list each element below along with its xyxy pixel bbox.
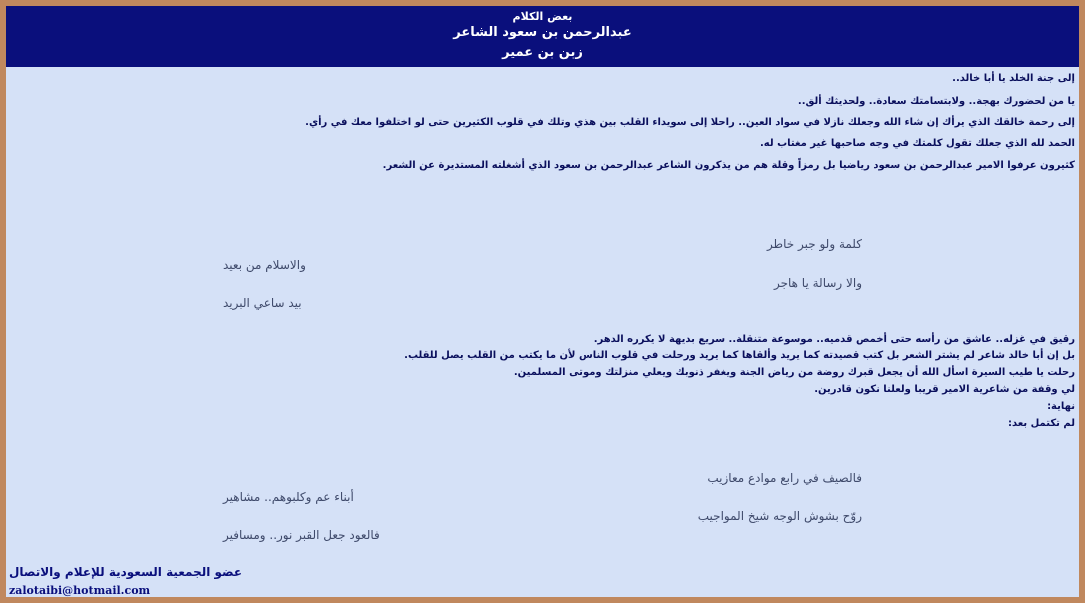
- intro-line-3: إلى رحمة خالقك الذي يرأك إن شاء الله وجعلك نازلا في سواد العين.. راحلا إلى سويداء القلب بين هذي وتلك في قلوب الكثيرين حتى لو اختلفوا معك في رأي.: [305, 117, 1075, 128]
- email-link[interactable]: zalotaibi@hotmail.com: [9, 584, 151, 597]
- author-signature: عضو الجمعية السعودية للإعلام والاتصال: [9, 565, 243, 579]
- intro-line-5: كثيرون عرفوا الامير عبدالرحمن بن سعود رياضيا بل رمزاً وقلة هم من يذكرون الشاعر عبدالرحمن بن سعود الذي أشغلته المستديرة عن الشعر.: [382, 160, 1075, 171]
- author-name: زبن بن عمير: [502, 45, 583, 60]
- middle-line-2: بل إن أبا خالد شاعر لم يشتر الشعر بل كتب قصيدته كما يريد وألقاها كما يريد ورحلت في قلوب الناس لأن ما يكتب من القلب يصل للقلب.: [404, 350, 1075, 361]
- poem1-line-a: كلمة ولو جبر خاطر: [766, 237, 862, 251]
- article-frame: [6, 6, 1079, 597]
- intro-line-4: الحمد لله الذي جعلك تقول كلمتك في وجه صاحبها غير مغتاب له.: [759, 138, 1075, 149]
- article-header: [6, 6, 1079, 67]
- article-title: عبدالرحمن بن سعود الشاعر: [453, 25, 632, 40]
- intro-line-2: يا من لحضورك بهجة.. ولابتسامتك سعادة.. ولحديثك ألق..: [797, 96, 1075, 107]
- middle-line-3: رحلت يا طيب السيرة اسأل الله أن يجعل قبرك روضة من رياض الجنة ويغفر ذنوبك ويعلي منزلتك وموتى المسلمين.: [513, 367, 1075, 378]
- middle-line-1: رقيق في غزله.. عاشق من رأسه حتى أخمص قدميه.. موسوعة متنقلة.. سريع بديهة لا يكرره الدهر.: [593, 334, 1075, 345]
- poem2-line-d: فالعود جعل القبر نور.. ومسافير: [223, 528, 380, 542]
- middle-line-5: نهاية:: [1047, 401, 1075, 412]
- middle-line-6: لم تكتمل بعد:: [1007, 418, 1075, 429]
- poem2-line-c: روّح بشوش الوجه شيخ المواجيب: [697, 509, 862, 523]
- intro-line-1: إلى جنة الخلد يا أبا خالد..: [952, 73, 1075, 84]
- poem1-line-b: والاسلام من بعيد: [223, 258, 306, 272]
- middle-line-4: لي وقفة من شاعرية الامير قريبا ولعلنا نكون قادرين.: [814, 384, 1075, 395]
- header-kicker: بعض الكلام: [512, 10, 573, 23]
- poem1-line-c: والا رسالة يا هاجر: [773, 276, 862, 290]
- poem1-line-d: بيد ساعي البريد: [223, 296, 302, 310]
- poem2-line-a: فالصيف في رابع موادع معازيب: [707, 471, 862, 485]
- poem2-line-b: أبناء عم وكلبوهم.. مشاهير: [223, 490, 354, 504]
